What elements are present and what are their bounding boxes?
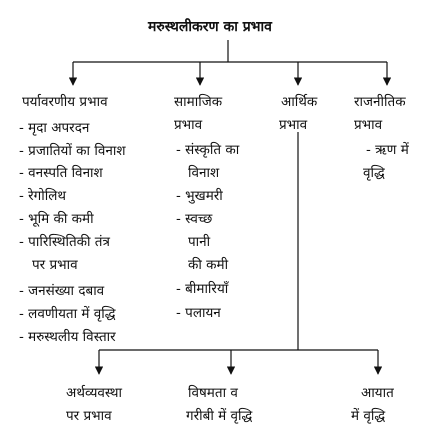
diagram-title: मरुस्थलीकरण का प्रभाव [148,19,272,35]
social-item: - पलायन [176,305,221,321]
inequality-label: विषमता व [188,385,238,401]
economy-impact-label: अर्थव्यवस्था [66,385,122,401]
economic-heading: प्रभाव [279,117,308,133]
environmental-item: - लवणीयता में वृद्धि [19,306,116,322]
social-heading: सामाजिक [174,94,223,110]
economy-impact-label: पर प्रभाव [66,408,112,424]
social-item: - भुखमरी [176,188,223,204]
social-item: - स्वच्छ [176,211,213,227]
social-item: - बीमारियाँ [176,281,229,297]
environmental-item: - मरुस्थलीय विस्तार [19,329,116,345]
social-item: पानी [188,234,211,250]
import-label: आयात [361,385,394,401]
inequality-label: गरीबी में वृद्धि [186,408,253,424]
environmental-item: - पारिस्थितिकी तंत्र [19,234,110,250]
import-label: में वृद्धि [351,408,386,424]
economic-heading: आर्थिक [281,94,318,110]
environmental-item: - भूमि की कमी [19,211,94,227]
environmental-item: - मृदा अपरदन [19,120,90,136]
political-heading: राजनीतिक [354,94,406,110]
environmental-item: - जनसंख्या दबाव [19,283,105,299]
environmental-item: - प्रजातियों का विनाश [19,143,126,159]
social-item: की कमी [188,257,229,273]
political-item: वृद्धि [363,165,385,181]
social-heading: प्रभाव [174,117,203,133]
social-item: - संस्कृति का [176,142,240,158]
political-heading: प्रभाव [354,117,383,133]
environmental-item: पर प्रभाव [32,257,78,273]
political-item: - ऋण में [366,142,409,158]
social-item: विनाश [188,165,220,181]
environmental-heading: पर्यावरणीय प्रभाव [22,94,108,110]
environmental-item: - वनस्पति विनाश [19,165,103,181]
environmental-item: - रेगोलिथ [19,188,67,204]
